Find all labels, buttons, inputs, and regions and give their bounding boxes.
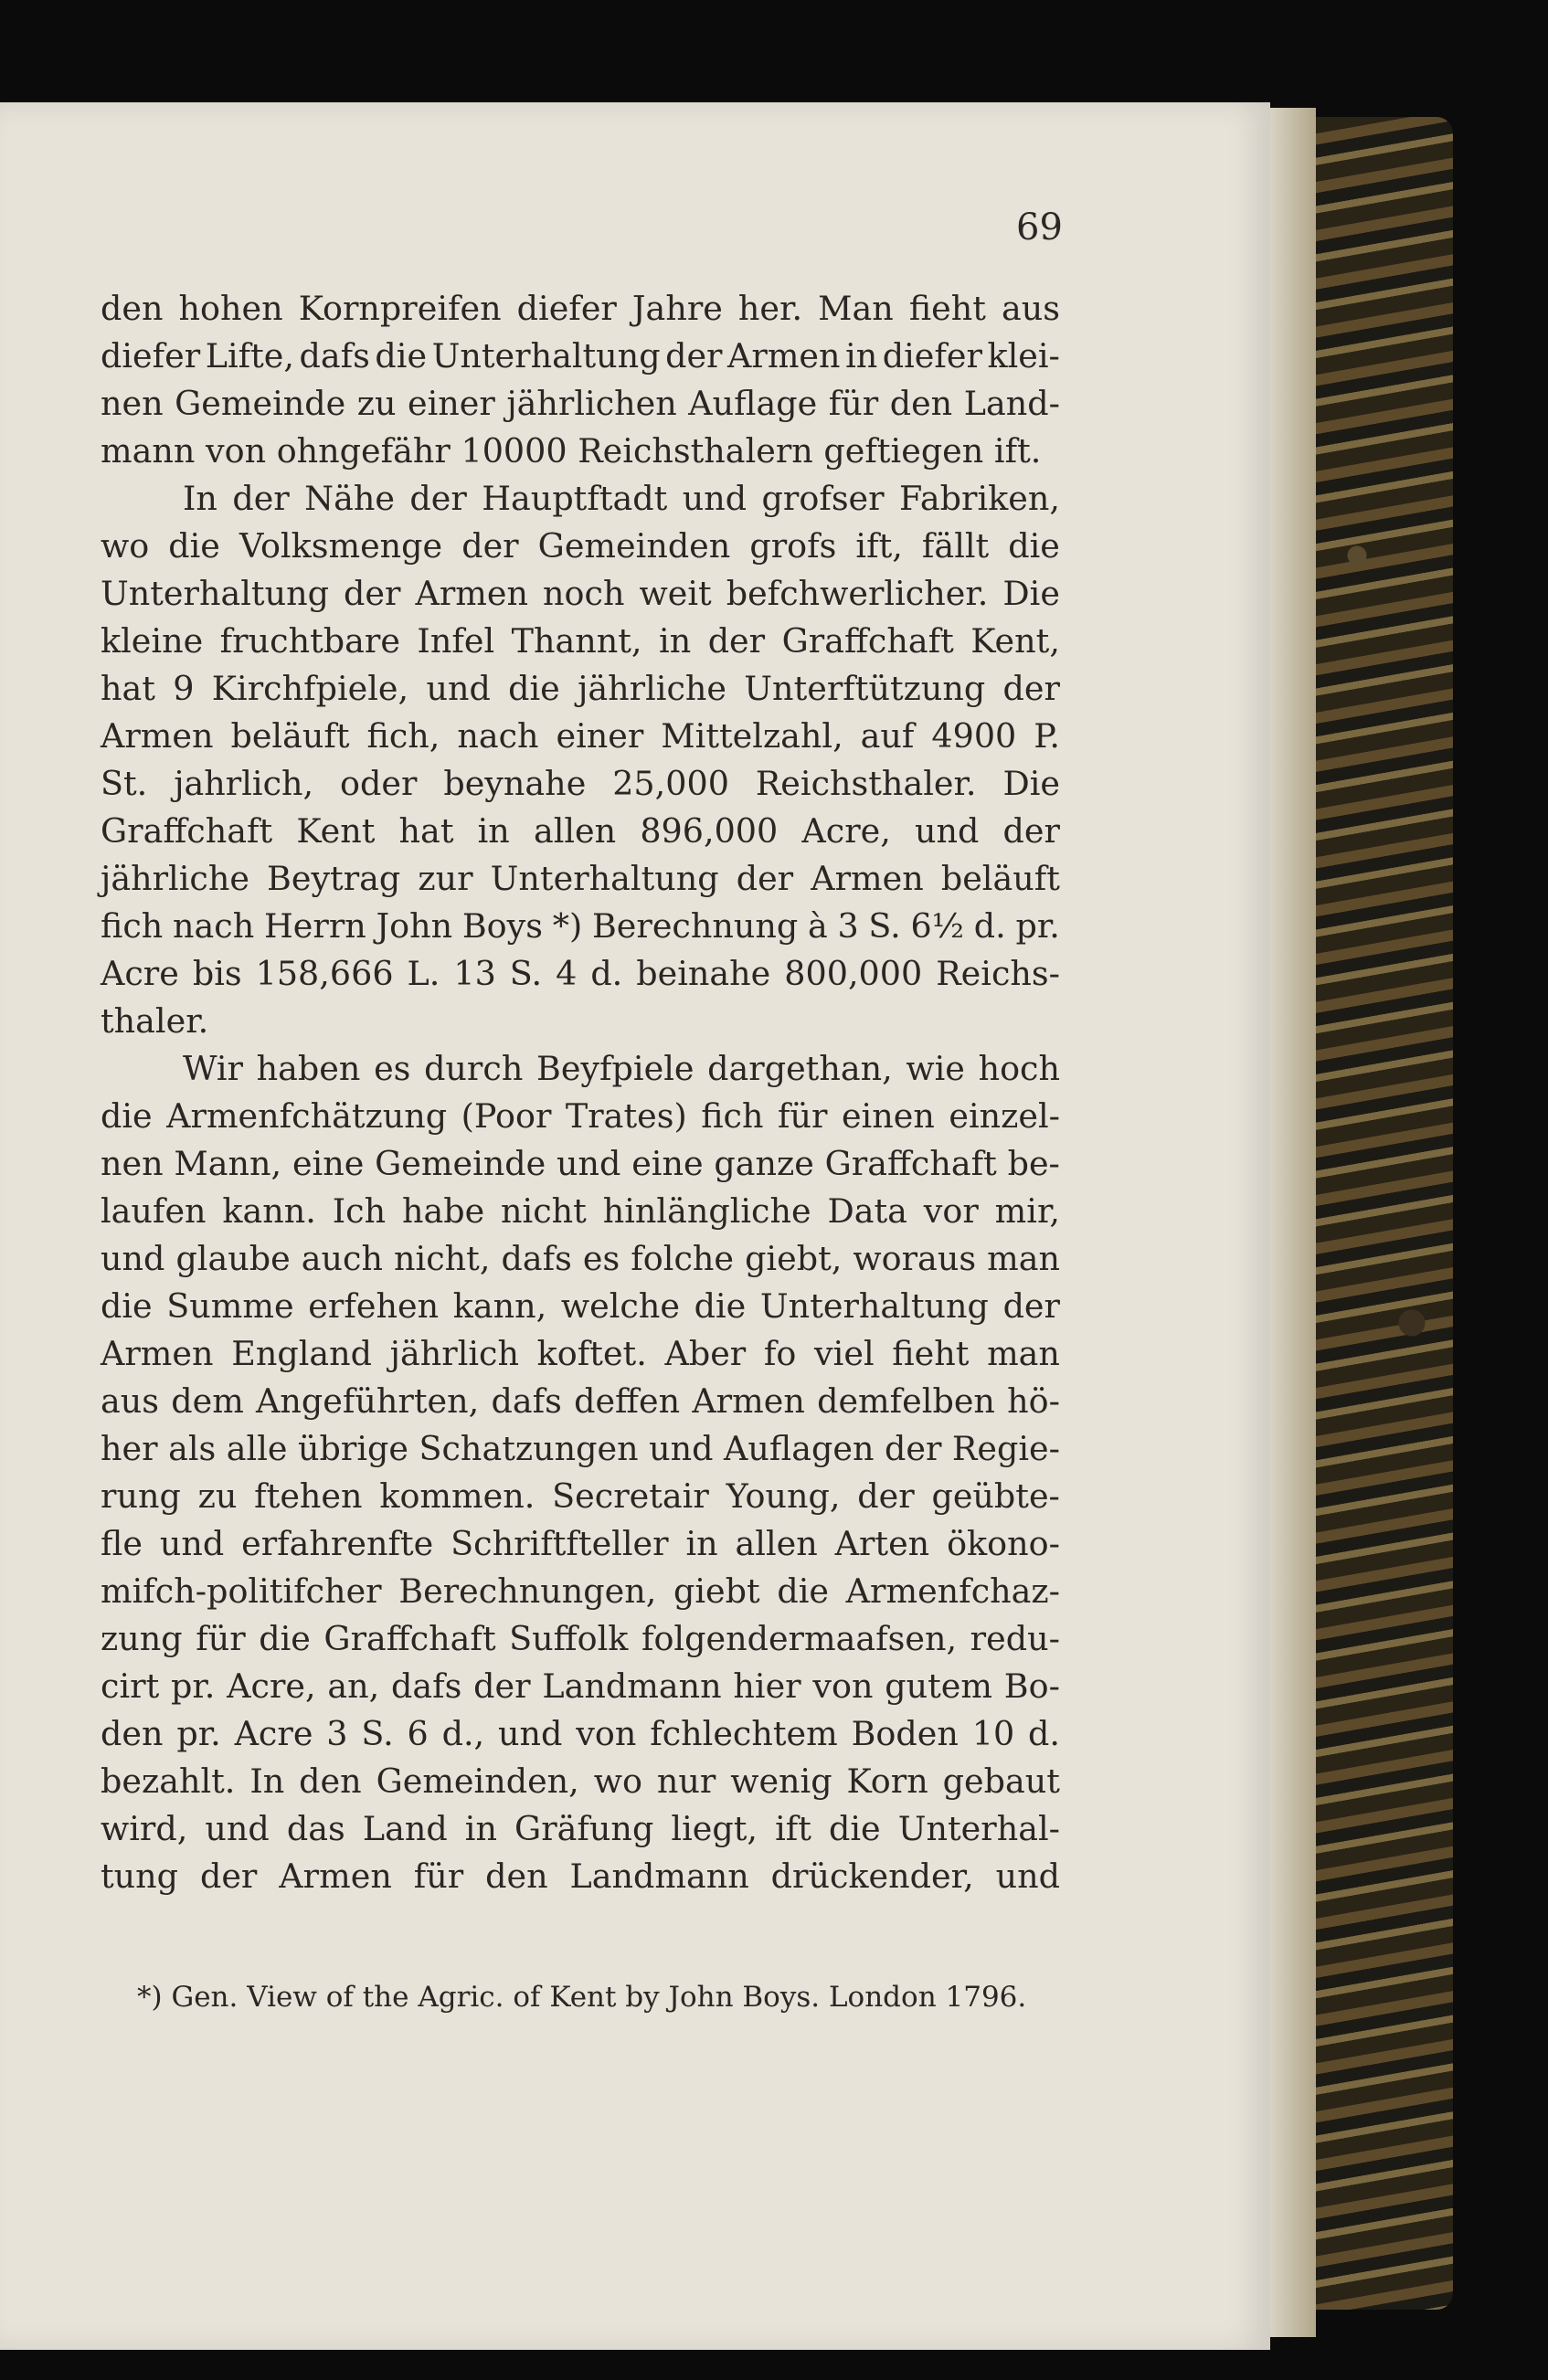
text-line: cirt pr. Acre, an, dafs der Landmann hier von gutem Bo-	[101, 1666, 1060, 1706]
body-text	[101, 285, 1060, 1900]
text-line: diefer Lifte, dafs die Unterhaltung der Armen in diefer klei-	[101, 336, 1060, 376]
text-line: nen Mann, eine Gemeinde und eine ganze Graffchaft be-	[101, 1144, 1060, 1183]
text-line: den hohen Kornpreifen diefer Jahre her. Man fieht aus	[101, 289, 1060, 328]
footnote: *) Gen. View of the Agric. of Kent by John Boys. London 1796.	[137, 1981, 1027, 2014]
text-line: her als alle übrige Schatzungen und Auflagen der Regie-	[101, 1429, 1060, 1468]
text-line: die Summe erfehen kann, welche die Unterhaltung der	[101, 1286, 1060, 1326]
text-line: St. jahrlich, oder beynahe 25,000 Reichsthaler. Die	[101, 764, 1060, 803]
text-line: mann von ohngefähr 10000 Reichsthalern geftiegen ift.	[101, 431, 1042, 471]
page-number: 69	[1016, 206, 1063, 249]
text-line: nen Gemeinde zu einer jährlichen Auflage für den Land-	[101, 384, 1060, 423]
text-line: bezahlt. In den Gemeinden, wo nur wenig Korn gebaut	[101, 1761, 1060, 1801]
text-line: rung zu ftehen kommen. Secretair Young, der geübte-	[101, 1476, 1060, 1516]
text-line: kleine fruchtbare Infel Thannt, in der Graffchaft Kent,	[101, 621, 1060, 661]
text-line: den pr. Acre 3 S. 6 d., und von fchlechtem Boden 10 d.	[101, 1714, 1060, 1753]
text-line: und glaube auch nicht, dafs es folche giebt, woraus man	[101, 1239, 1060, 1278]
text-line: hat 9 Kirchfpiele, und die jährliche Unterftützung der	[101, 669, 1060, 708]
text-line: fle und erfahrenfte Schriftfteller in allen Arten ökono-	[101, 1524, 1060, 1563]
text-line: Armen England jährlich koftet. Aber fo viel fieht man	[101, 1334, 1060, 1373]
text-line: Acre bis 158,666 L. 13 S. 4 d. beinahe 800,000 Reichs-	[101, 954, 1060, 993]
text-line: Unterhaltung der Armen noch weit befchwerlicher. Die	[101, 574, 1060, 613]
text-line: Graffchaft Kent hat in allen 896,000 Acre, und der	[101, 811, 1060, 851]
text-line: jährliche Beytrag zur Unterhaltung der Armen beläuft	[101, 859, 1060, 898]
book-cover-edge	[1316, 117, 1453, 2310]
page-edge	[1270, 108, 1316, 2337]
text-line: wird, und das Land in Gräfung liegt, ift die Unterhal-	[101, 1809, 1060, 1848]
text-line: Wir haben es durch Beyfpiele dargethan, wie hoch	[183, 1049, 1060, 1088]
text-line: wo die Volksmenge der Gemeinden grofs ift, fällt die	[101, 526, 1060, 566]
text-line: tung der Armen für den Landmann drückender, und	[101, 1856, 1060, 1896]
text-line: zung für die Graffchaft Suffolk folgendermaafsen, redu-	[101, 1619, 1060, 1658]
text-line: laufen kann. Ich habe nicht hinlängliche Data vor mir,	[101, 1191, 1060, 1231]
text-line: mifch-politifcher Berechnungen, giebt die Armenfchaz-	[101, 1571, 1060, 1611]
text-line: Armen beläuft fich, nach einer Mittelzahl, auf 4900 P.	[101, 716, 1060, 756]
text-line: die Armenfchätzung (Poor Trates) fich für einen einzel-	[101, 1096, 1060, 1136]
text-line: thaler.	[101, 1001, 209, 1041]
text-line: aus dem Angeführten, dafs deffen Armen demfelben hö-	[101, 1381, 1060, 1421]
text-line: fich nach Herrn John Boys *) Berechnung à 3 S. 6½ d. pr.	[101, 906, 1060, 946]
text-line: In der Nähe der Hauptftadt und grofser Fabriken,	[183, 479, 1060, 518]
